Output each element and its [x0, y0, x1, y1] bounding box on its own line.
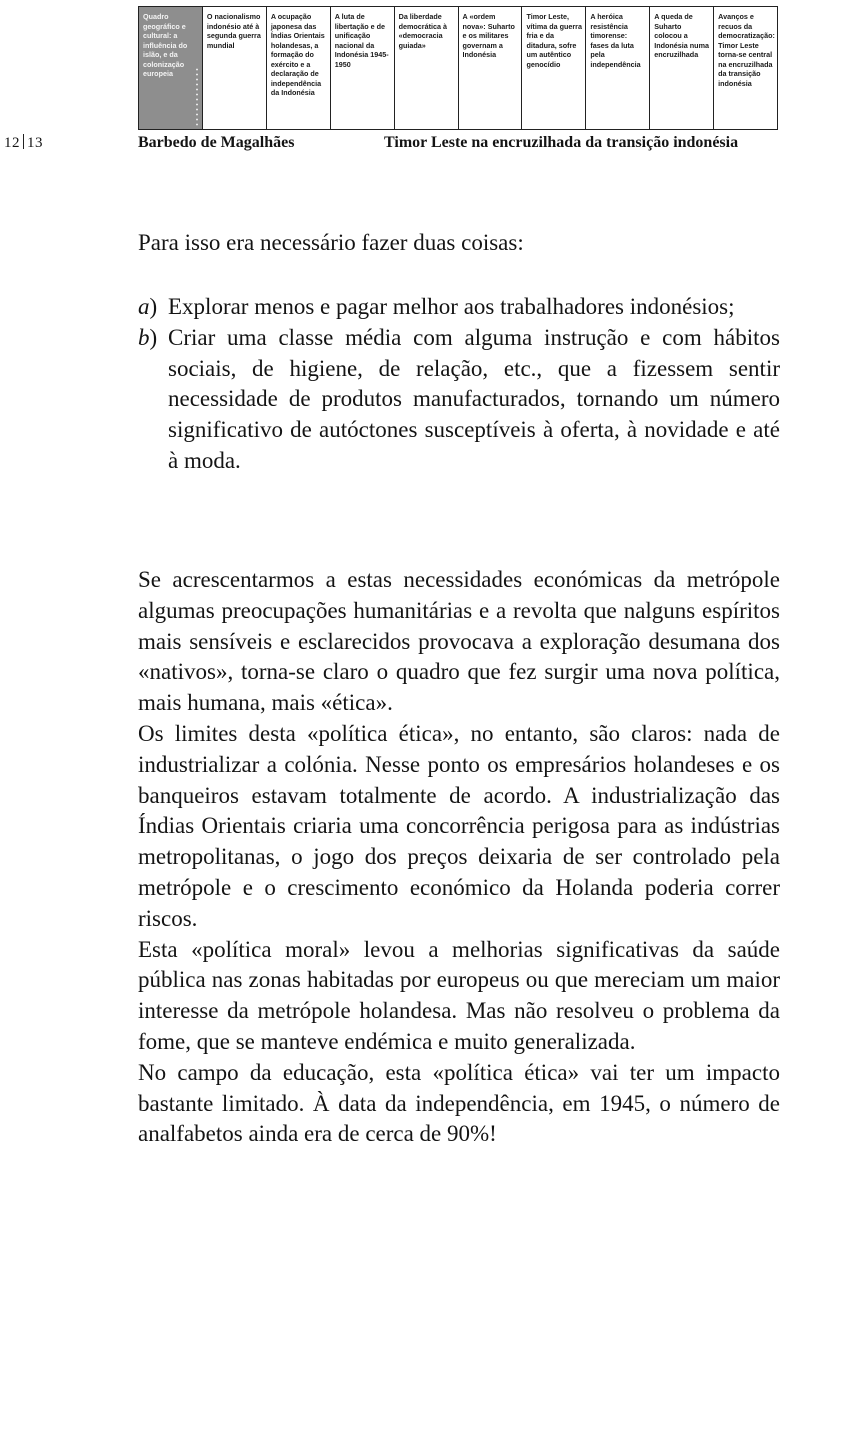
nav-cell-label: A queda de Suharto colocou a Indonésia numa encruzilhada — [654, 12, 709, 59]
nav-cell-label: A heróica resistência timorense: fases da luta pela independência — [590, 12, 641, 69]
nav-cell — [586, 7, 650, 129]
nav-cell-label: A luta de libertação e de unificação nacional da Indonésia 1945-1950 — [334, 12, 389, 69]
nav-cell-label: Timor Leste, vítima da guerra fria e da ditadura, sofre um autêntico genocídio — [526, 12, 582, 69]
nav-cell — [203, 7, 267, 129]
dotted-decoration — [195, 67, 199, 127]
nav-cell — [395, 7, 459, 129]
running-header-title: Timor Leste na encruzilhada da transição indonésia — [384, 134, 739, 151]
nav-cell — [650, 7, 714, 129]
nav-cell-label: Avanços e recuos da democratização: Timor Leste torna-se central na encruzilhada da transição indonésia — [718, 12, 775, 88]
page-number-right: 13 — [27, 135, 43, 151]
list-item-text: Explorar menos e pagar melhor aos trabalhadores indonésios; — [168, 294, 735, 319]
list-marker-letter: b — [138, 324, 150, 350]
body-paragraphs — [138, 565, 780, 1150]
nav-cell — [714, 7, 777, 129]
page-number-left: 12 — [4, 135, 20, 151]
running-header-author: Barbedo de Magalhães — [138, 134, 295, 151]
list-item-text: Criar uma classe média com alguma instrução e com hábitos sociais, de higiene, de relação, etc., que a fizessem sentir necessidade de produtos manufacturados, tornando um número significativo de autóctones susceptíveis à oferta, à novidade e até à moda. — [168, 324, 780, 473]
nav-cell — [267, 7, 331, 129]
page-number-separator — [23, 134, 24, 149]
paragraph: Esta «política moral» levou a melhorias significativas da saúde pública nas zonas habitadas por europeus ou que mereciam um maior interesse da metrópole holandesa. Mas não resolveu o problema da fome, que se manteve endémica e muito generalizada. — [138, 936, 780, 1054]
paragraph: No campo da educação, esta «política ética» vai ter um impacto bastante limitado. À data da independência, em 1945, o número de analfabetos ainda era de cerca de 90%! — [138, 1059, 780, 1147]
paragraph: Se acrescentarmos a estas necessidades económicas da metrópole algumas preocupações humanitárias e a revolta que nalguns espíritos mais sensíveis e esclarecidos provocava a exploração desumana dos «nativos», torna-se claro o quadro que fez surgir uma nova política, mais humana, mais «ética». — [138, 567, 780, 716]
nav-cell-label: A ocupação japonesa das Índias Orientais holandesas, a formação do exército e a declaração de independência da Indonésia — [270, 12, 325, 97]
nav-cell-label: Da liberdade democrática à «democracia guiada» — [398, 12, 447, 50]
intro-sentence: Para isso era necessário fazer duas coisas: — [138, 230, 524, 255]
nav-cell — [522, 7, 586, 129]
list-item — [138, 323, 780, 477]
nav-cell — [331, 7, 395, 129]
list-marker: b) — [138, 324, 158, 350]
nav-cell-label: O nacionalismo indonésio até à segunda guerra mundial — [206, 12, 261, 50]
nav-cell-label: A «ordem nova»: Suharto e os militares governam a Indonésia — [462, 12, 515, 59]
nav-cell-current-chapter — [139, 7, 203, 129]
page-number — [4, 134, 43, 152]
enumerated-list — [138, 292, 780, 477]
list-marker-letter: a — [138, 294, 150, 319]
list-marker: a) — [138, 294, 158, 319]
paragraph: Os limites desta «política ética», no entanto, são claros: nada de industrializar a colónia. Nesse ponto os empresários holandeses e os banqueiros estavam totalmente de acordo. A industrialização das Índias Orientais criaria uma concorrência perigosa para as indústrias metropolitanas, o jogo dos preços deixaria de ser controlado pela metrópole e o crescimento económico da Holanda poderia correr riscos. — [138, 720, 780, 931]
chapter-navigation-strip — [138, 6, 778, 130]
list-item — [138, 292, 780, 323]
nav-cell-label: Quadro geográfico e cultural: a influência do islão, e da colonização europeia — [143, 12, 188, 78]
nav-cell — [459, 7, 523, 129]
